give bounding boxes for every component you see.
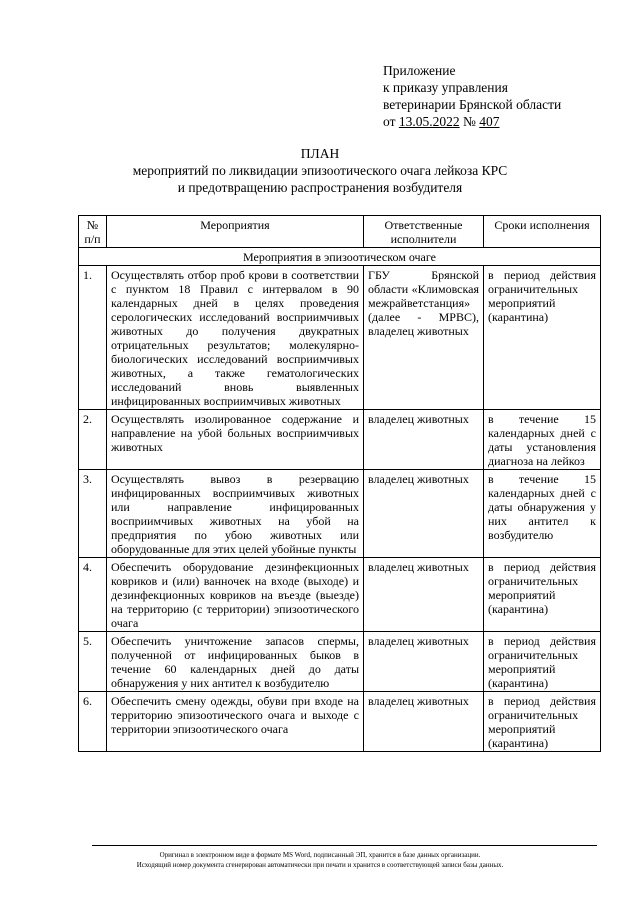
row-num: 6. — [79, 692, 107, 752]
section-title: Мероприятия в эпизоотическом очаге — [79, 248, 601, 266]
title-line-3: и предотвращению распространения возбудителя — [177, 180, 463, 195]
header-responsible: Ответственные исполнители — [364, 216, 484, 248]
header-num: № п/п — [79, 216, 107, 248]
header-terms: Сроки исполнения — [484, 216, 601, 248]
row-measure: Осуществлять отбор проб крови в соответствии с пунктом 18 Правил с интервалом в 90 календарных дней в целях проведения серологических исследований восприимчивых животных до получения двукратных отрицательных результатов; молекулярно-биологических исследований восприимчивых животных, а также гематологических исследований вновь выявленных инфицированных восприимчивых животных — [107, 266, 364, 410]
table-row — [79, 410, 601, 470]
row-term: в период действия ограничительных мероприятий (карантина) — [484, 692, 601, 752]
table-row — [79, 266, 601, 410]
appendix-line-1: Приложение — [383, 63, 456, 78]
row-num: 2. — [79, 410, 107, 470]
row-term: в период действия ограничительных мероприятий (карантина) — [484, 558, 601, 632]
footer-line-1: Оригинал в электронном виде в формате MS Word, подписанный ЭП, хранится в базе данных организации. — [159, 851, 481, 859]
table-row — [79, 470, 601, 558]
table-row — [79, 632, 601, 692]
appendix-line-2: к приказу управления — [383, 80, 508, 95]
row-responsible: ГБУ Брянской области «Климовская межрайветстанция» (далее - МРВС), владелец животных — [364, 266, 484, 410]
appendix-date: 13.05.2022 — [398, 114, 460, 129]
row-term: в период действия ограничительных мероприятий (карантина) — [484, 266, 601, 410]
appendix-date-line — [383, 113, 561, 130]
appendix-line-3: ветеринарии Брянской области — [383, 97, 562, 112]
appendix-number: 407 — [479, 114, 500, 129]
header-measures: Мероприятия — [107, 216, 364, 248]
title-line-2: мероприятий по ликвидации эпизоотического очага лейкоза КРС — [132, 163, 508, 178]
footer-note — [0, 850, 640, 870]
row-measure: Обеспечить смену одежды, обуви при входе на территорию эпизоотического очага и выходе с территории эпизоотического очага — [107, 692, 364, 752]
row-responsible: владелец животных — [364, 692, 484, 752]
table-header-row — [79, 216, 601, 248]
footer-divider — [92, 845, 597, 846]
measures-table — [78, 215, 601, 752]
row-responsible: владелец животных — [364, 470, 484, 558]
appendix-block — [383, 62, 561, 130]
title-line-1: ПЛАН — [300, 146, 340, 161]
appendix-number-label: № — [462, 114, 476, 129]
row-responsible: владелец животных — [364, 558, 484, 632]
footer-line-2: Исходящий номер документа сгенерирован автоматически при печати и хранится в соответствующей записи базы данных. — [136, 861, 504, 869]
row-num: 1. — [79, 266, 107, 410]
row-measure: Обеспечить уничтожение запасов спермы, полученной от инфицированных быков в течение 60 календарных дней до даты обнаружения у них антител к возбудителю — [107, 632, 364, 692]
row-num: 4. — [79, 558, 107, 632]
row-term: в период действия ограничительных мероприятий (карантина) — [484, 632, 601, 692]
row-responsible: владелец животных — [364, 632, 484, 692]
row-num: 5. — [79, 632, 107, 692]
row-term: в течение 15 календарных дней с даты обнаружения у них антител к возбудителю — [484, 470, 601, 558]
row-term: в течение 15 календарных дней с даты установления диагноза на лейкоз — [484, 410, 601, 470]
row-measure: Осуществлять вывоз в резервацию инфицированных восприимчивых животных или направление инфицированных восприимчивых животных на убой на предприятия по убою животных или оборудованные для этих целей убойные пункты — [107, 470, 364, 558]
row-responsible: владелец животных — [364, 410, 484, 470]
row-measure: Обеспечить оборудование дезинфекционных ковриков и (или) ванночек на входе (выходе) и дезинфекционных ковриков на въезде (выезде) на территорию (с территории) эпизоотического очага — [107, 558, 364, 632]
section-row — [79, 248, 601, 266]
row-num: 3. — [79, 470, 107, 558]
table-row — [79, 558, 601, 632]
row-measure: Осуществлять изолированное содержание и направление на убой больных восприимчивых животных — [107, 410, 364, 470]
appendix-from-label: от — [383, 114, 396, 129]
document-title — [0, 145, 640, 196]
table-row — [79, 692, 601, 752]
